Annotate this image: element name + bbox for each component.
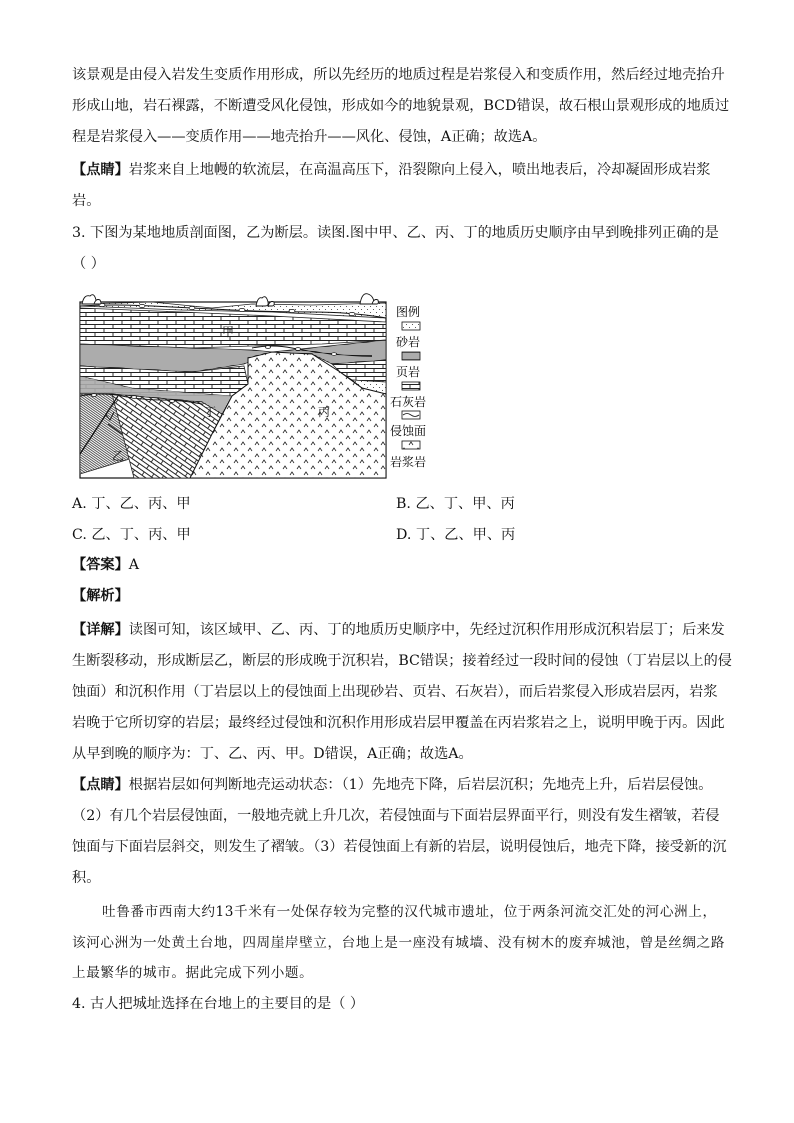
passage-line: 该河心洲为一处黄土台地，四周崖岸壁立，台地上是一座没有城墙、没有树木的废弃城池，曾是丝绸之路 (72, 935, 725, 951)
legend-title: 图例 (396, 305, 421, 319)
legend-swatch-limestone (402, 382, 420, 390)
text-line: 程是岩浆侵入——变质作用——地壳抬升——风化、侵蚀，A正确；故选A。 (72, 129, 547, 145)
question-stem: 3. 下图为某地地质剖面图，乙为断层。读图.图中甲、乙、丙、丁的地质历史顺序由早到晚排列正确的是 (72, 225, 719, 241)
legend-erosion-surface: 侵蚀面 (390, 424, 427, 438)
tip-tag: 【点睛】 (72, 162, 129, 178)
analysis-tag: 【解析】 (72, 588, 129, 604)
answer-line (72, 555, 139, 575)
legend-swatch-sandstone (402, 322, 420, 330)
text-line: 积。 (72, 870, 101, 886)
label-yi: 乙 (112, 449, 125, 463)
question-stem: 4. 古人把城址选择在台地上的主要目的是（ ） (72, 996, 365, 1012)
text-line: 该景观是由侵入岩发生变质作用形成，所以先经历的地质过程是岩浆侵入和变质作用，然后经过地壳抬升 (72, 67, 725, 83)
answer-value: A (128, 557, 140, 573)
option-d: D. 丁、乙、甲、丙 (396, 527, 516, 543)
legend-swatch-shale (402, 352, 420, 360)
label-jia: 甲 (222, 325, 235, 339)
text-line: 从早到晚的顺序为：丁、乙、丙、甲。D错误，A正确；故选A。 (72, 746, 473, 762)
text-line: 形成山地，岩石裸露，不断遭受风化侵蚀，形成如今的地貌景观，BCD错误，故石根山景观形成的地质过 (72, 98, 730, 114)
text-line: 岩晚于它所切穿的岩层；最终经过侵蚀和沉积作用形成岩层甲覆盖在丙岩浆岩之上，说明甲晚于丙。因此 (72, 715, 725, 731)
tip-text: 根据岩层如何判断地壳运动状态：（1）先地壳下降，后岩层沉积；先地壳上升，后岩层侵蚀。 (128, 777, 713, 793)
text-line: 生断裂移动，形成断层乙，断层的形成晚于沉积岩，BC错误；接着经过一段时间的侵蚀（丁岩层以上的侵 (72, 653, 732, 669)
passage-line: 上最繁华的城市。据此完成下列小题。 (72, 965, 314, 981)
text-line: 岩。 (72, 193, 101, 209)
option-a: A. 丁、乙、丙、甲 (72, 496, 191, 512)
option-b: B. 乙、丁、甲、丙 (396, 496, 515, 512)
legend-sandstone: 砂岩 (396, 335, 421, 349)
tip-line (72, 775, 712, 795)
detail-tag: 【详解】 (72, 622, 129, 638)
label-ding: 丁 (204, 405, 217, 419)
answer-tag: 【答案】 (72, 557, 129, 573)
legend-swatch-erosion (402, 411, 420, 419)
detail-text: 读图可知，该区域甲、乙、丙、丁的地质历史顺序中，先经过沉积作用形成沉积岩层丁；后来发 (128, 622, 725, 638)
passage-line: 吐鲁番市西南大约13千米有一处保存较为完整的汉代城市遗址，位于两条河流交汇处的河心洲上， (102, 904, 717, 920)
geologic-cross-section-figure (72, 284, 444, 480)
legend-igneous: 岩浆岩 (390, 455, 427, 469)
option-c: C. 乙、丁、丙、甲 (72, 527, 191, 543)
text-line: （2）有几个岩层侵蚀面，一般地壳就上升几次，若侵蚀面与下面岩层界面平行，则没有发生褶皱，若侵 (72, 808, 720, 824)
detail-line (72, 620, 725, 640)
tip-line (72, 160, 710, 180)
label-bing: 丙 (318, 405, 331, 419)
legend-limestone: 石灰岩 (390, 395, 427, 409)
tip-tag: 【点睛】 (72, 777, 129, 793)
text-line: 蚀面与下面岩层斜交，则发生了褶皱。（3）若侵蚀面上有新的岩层，说明侵蚀后，地壳下降，接受新的沉 (72, 839, 727, 855)
legend-swatch-igneous (402, 441, 420, 449)
question-paren: （ ） (72, 256, 105, 272)
tip-text: 岩浆来自上地幔的软流层，在高温高压下，沿裂隙向上侵入，喷出地表后，冷却凝固形成岩浆 (128, 162, 711, 178)
text-line: 蚀面）和沉积作用（丁岩层以上的侵蚀面上出现砂岩、页岩、石灰岩），而后岩浆侵入形成岩层丙，岩浆 (72, 684, 718, 700)
legend-shale: 页岩 (396, 365, 421, 379)
